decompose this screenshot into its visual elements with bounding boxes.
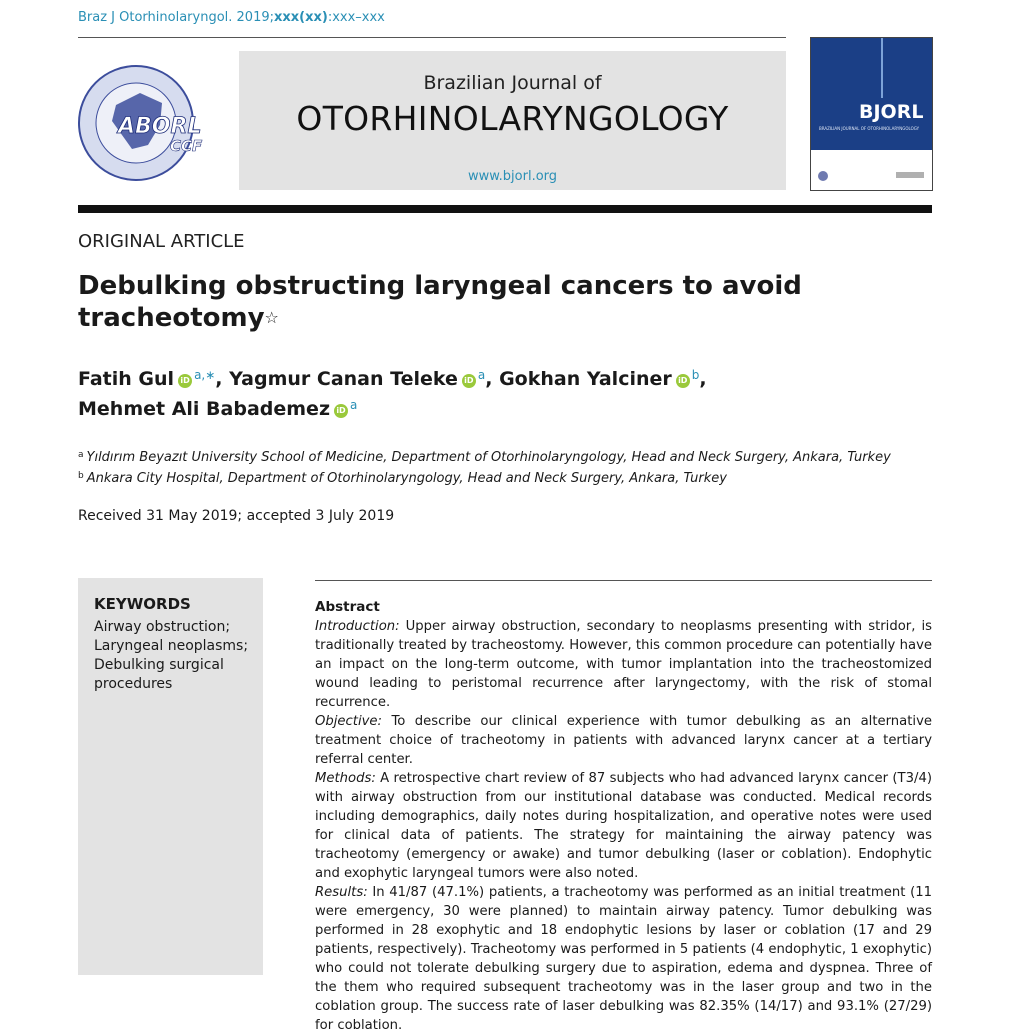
cover-title: BJORL: [859, 101, 924, 123]
affiliation-item: [78, 467, 958, 488]
keywords-list: [94, 618, 259, 694]
orcid-icon[interactable]: iD: [334, 404, 348, 418]
aborl-logo: [78, 63, 216, 183]
citation-journal: Braz J Otorhinolaryngol. 2019;: [78, 10, 274, 25]
author-name: Mehmet Ali Babademez: [78, 398, 331, 420]
abstract-section-label: Objective:: [315, 714, 382, 729]
keyword-item: Laryngeal neoplasms;: [94, 638, 249, 654]
keywords-box: [78, 578, 263, 975]
abstract: [315, 598, 932, 1035]
keyword-item: Debulking surgical procedures: [94, 657, 224, 692]
abstract-section-text: To describe our clinical experience with tumor debulking as an alternative treatment choice of tracheotomy in patients with advanced larynx cancer at a tertiary referral center.: [315, 714, 932, 767]
affiliation-text: Ankara City Hospital, Department of Otorhinolaryngology, Head and Neck Surgery, Ankara, Turkey: [86, 471, 727, 486]
author-affiliation-mark[interactable]: a: [477, 368, 486, 382]
abstract-section-label: Methods:: [315, 771, 376, 786]
journal-cover-thumbnail: [810, 37, 933, 191]
orcid-icon[interactable]: iD: [676, 374, 690, 388]
citation-volume: xxx(xx): [274, 10, 328, 25]
keyword-item: Airway obstruction;: [94, 619, 231, 635]
journal-url-link[interactable]: www.bjorl.org: [467, 169, 558, 184]
abstract-rule: [315, 580, 932, 581]
abstract-section-text: A retrospective chart review of 87 subjects who had advanced larynx cancer (T3/4) with airway obstruction from our institutional database was conducted. Medical records including demographics, daily notes during hospitalization, and operative notes were used for clinical data of patients. The strategy for maintaining the airway patency was tracheotomy (emergency or awake) and tumor debulking (laser or coblation). Endophytic and exophytic laryngeal tumors were also noted.: [315, 771, 932, 881]
title-footnote-star[interactable]: ☆: [264, 308, 279, 327]
affiliation-mark: a: [78, 450, 84, 460]
article-title-text: Debulking obstructing laryngeal cancers to avoid tracheotomy: [78, 271, 802, 333]
logo-text: ABORL: [118, 114, 202, 139]
affiliation-item: [78, 446, 958, 467]
abstract-section-text: Upper airway obstruction, secondary to neoplasms presenting with stridor, is traditionally treated by tracheostomy. However, this common procedure can potentially have an impact on the long-term outcome, with tumor implantation into the tracheostomized wound leading to peristomal recurrence after laryngectomy, with the risk of stomal recurrence.: [315, 619, 932, 710]
author-name: Fatih Gul: [78, 368, 175, 390]
author-affiliation-mark[interactable]: a: [350, 398, 358, 412]
abstract-section-text: In 41/87 (47.1%) patients, a tracheotomy was performed as an initial treatment (11 were emergency, 30 were planned) to maintain airway patency. Tumor debulking was performed in 28 exophytic and 18 endophytic lesions by laser or coblation (17 and 29 patients, respectively). Tracheotomy was performed in 5 patients (4 endophytic, 1 exophytic) who could not tolerate debulking surgery due to aspiration, edema and dyspnea. Three of the them who required subsequent tracheotomy was in the laser group and two in the coblation group. The success rate of laser debulking was 82.35% (14/17) and 93.1% (27/29) for coblation.: [315, 885, 932, 1033]
affiliation-text: Yıldırım Beyazıt University School of Medicine, Department of Otorhinolaryngology, Head and Neck Surgery, Ankara, Turkey: [86, 450, 891, 465]
abstract-section-label: Results:: [315, 885, 368, 900]
cover-subtitle: BRAZILIAN JOURNAL OF OTORHINOLARYNGOLOGY: [819, 126, 920, 131]
author-affiliation-mark[interactable]: b: [691, 368, 700, 382]
abstract-objective: [315, 712, 932, 769]
journal-banner: [239, 51, 786, 190]
abstract-methods: [315, 769, 932, 883]
affiliations: [78, 446, 958, 488]
author-separator: ,: [485, 368, 500, 390]
received-accepted-dates: Received 31 May 2019; accepted 3 July 2019: [78, 508, 395, 524]
journal-name-prefix: Brazilian Journal of: [423, 72, 602, 94]
author-name: Gokhan Yalciner: [499, 368, 672, 390]
article-type-label: ORIGINAL ARTICLE: [78, 231, 245, 252]
journal-name: OTORHINOLARYNGOLOGY: [296, 99, 729, 138]
logo-sub: CCF: [170, 137, 203, 155]
orcid-icon[interactable]: iD: [462, 374, 476, 388]
citation-pages: :xxx–xxx: [327, 10, 385, 25]
abstract-heading: Abstract: [315, 599, 380, 615]
affiliation-mark: b: [78, 471, 84, 481]
author-name: Yagmur Canan Teleke: [229, 368, 458, 390]
author-list: [78, 362, 878, 422]
running-head: [78, 10, 385, 25]
orcid-icon[interactable]: iD: [178, 374, 192, 388]
abstract-results: [315, 883, 932, 1035]
author-separator: ,: [215, 368, 230, 390]
header-rule: [78, 37, 786, 38]
author-affiliation-mark[interactable]: a,∗: [194, 368, 216, 382]
article-title: [78, 270, 838, 334]
keywords-heading: KEYWORDS: [94, 595, 191, 613]
abstract-section-label: Introduction:: [315, 619, 400, 634]
abstract-introduction: [315, 617, 932, 712]
author-separator: ,: [699, 368, 707, 390]
header-thick-rule: [78, 205, 932, 213]
